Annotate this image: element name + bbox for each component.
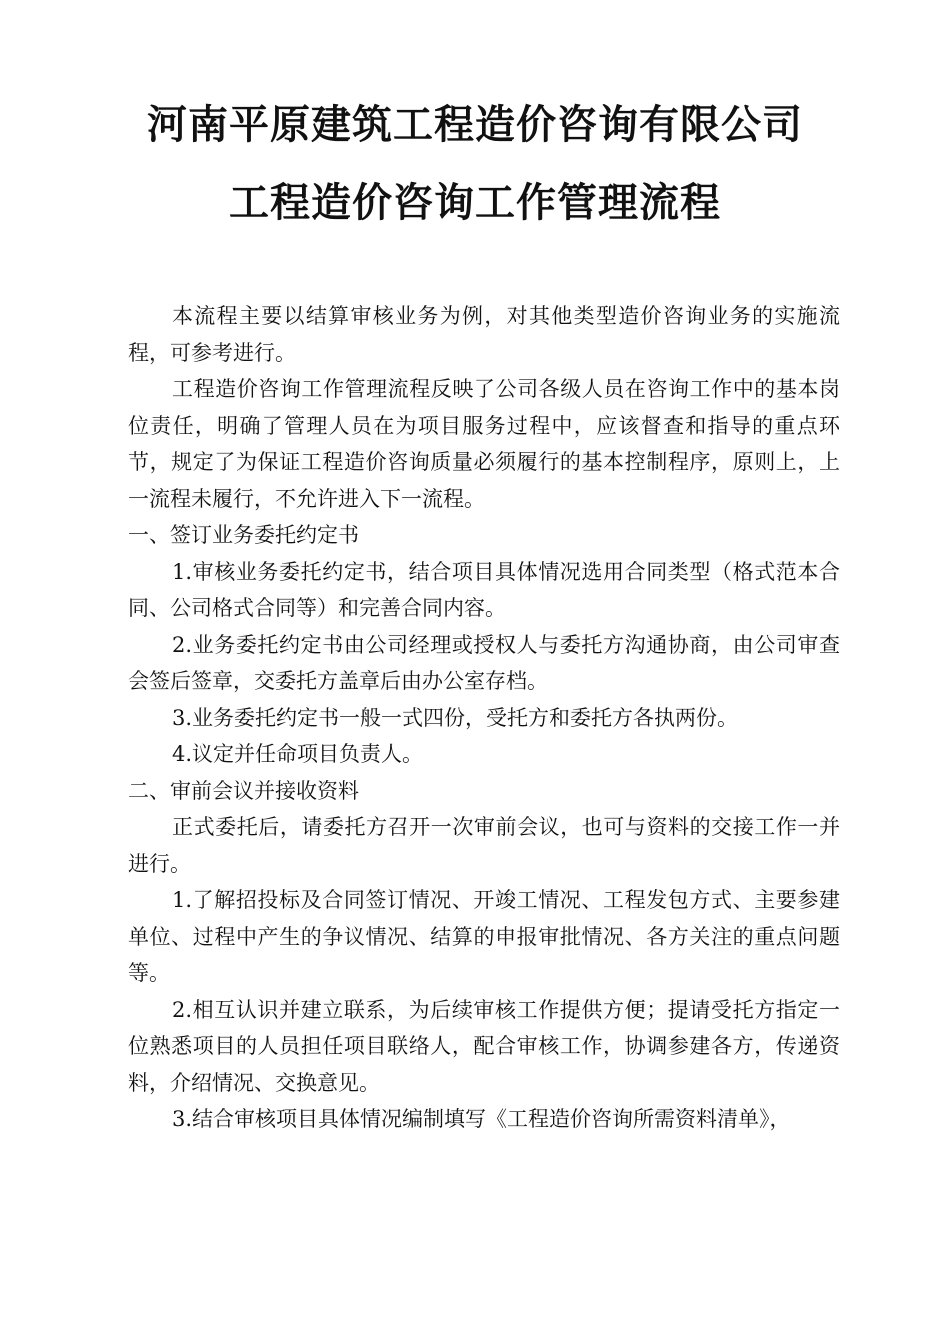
list-item-1-2: 2.业务委托约定书由公司经理或授权人与委托方沟通协商，由公司审查会签后签章，交委托方盖章后由办公室存档。 [128,632,840,693]
paragraph-section-2-intro: 正式委托后，请委托方召开一次审前会议，也可与资料的交接工作一并进行。 [128,815,840,876]
list-item-1-1: 1.审核业务委托约定书，结合项目具体情况选用合同类型（格式范本合同、公司格式合同等）和完善合同内容。 [128,559,840,620]
list-item-2-2: 2.相互认识并建立联系，为后续审核工作提供方便；提请受托方指定一位熟悉项目的人员担任项目联络人，配合审核工作，协调参建各方，传递资料，介绍情况、交换意见。 [128,997,840,1095]
list-item-2-3: 3.结合审核项目具体情况编制填写《工程造价咨询所需资料清单》， [172,1107,791,1131]
section-heading-2: 二、审前会议并接收资料 [128,778,359,803]
document-body [128,298,840,1138]
paragraph-purpose: 工程造价咨询工作管理流程反映了公司各级人员在咨询工作中的基本岗位责任，明确了管理人员在为项目服务过程中，应该督查和指导的重点环节，规定了为保证工程造价咨询质量必须履行的基本控制程序，原则上，上一流程未履行，不允许进入下一流程。 [128,377,840,511]
list-item-1-4: 4.议定并任命项目负责人。 [172,742,424,766]
paragraph-intro: 本流程主要以结算审核业务为例，对其他类型造价咨询业务的实施流程，可参考进行。 [128,304,840,365]
document-title: 河南平原建筑工程造价咨询有限公司 [147,101,803,148]
section-heading-1: 一、签订业务委托约定书 [128,523,359,547]
document-subtitle: 工程造价咨询工作管理流程 [229,179,721,226]
list-item-1-3: 3.业务委托约定书一般一式四份，受托方和委托方各执两份。 [172,705,739,730]
list-item-2-1: 1.了解招投标及合同签订情况、开竣工情况、工程发包方式、主要参建单位、过程中产生的争议情况、结算的申报审批情况、各方关注的重点问题等。 [128,888,840,985]
